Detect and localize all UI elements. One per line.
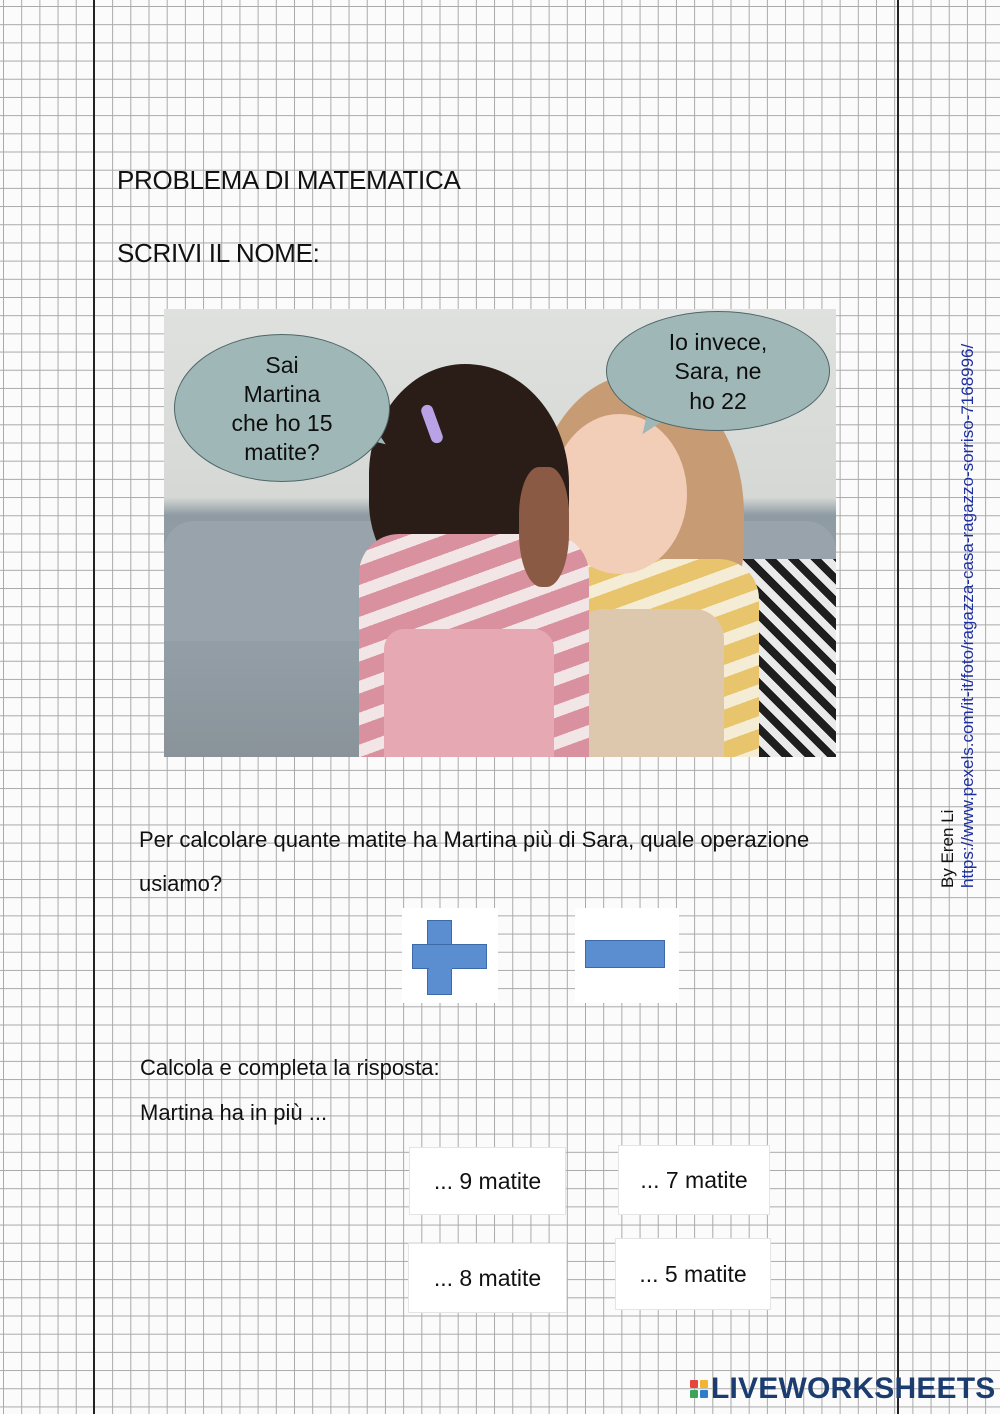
- left-margin-line: [93, 0, 95, 1414]
- answer-option-8[interactable]: ... 8 matite: [409, 1244, 566, 1312]
- liveworksheets-logo-icon: [690, 1380, 708, 1398]
- minus-icon: [585, 940, 665, 968]
- worksheet-title: PROBLEMA DI MATEMATICA: [117, 165, 461, 195]
- photo-credit-author: By Eren Li: [938, 809, 957, 888]
- plus-option[interactable]: [402, 908, 498, 1003]
- speech-bubble-martina-text: Sai Martina che ho 15 matite?: [231, 351, 333, 466]
- minus-option[interactable]: [575, 908, 679, 1003]
- answer-option-7[interactable]: ... 7 matite: [619, 1146, 769, 1214]
- instruction-text: Calcola e completa la risposta:: [140, 1055, 440, 1080]
- speech-bubble-sara: [606, 311, 830, 431]
- liveworksheets-logo-text: LIVEWORKSHEETS: [711, 1372, 996, 1405]
- answer-prompt: Martina ha in più ...: [140, 1100, 328, 1125]
- speech-bubble-sara-text: Io invece, Sara, ne ho 22: [668, 329, 768, 414]
- answer-option-5[interactable]: ... 5 matite: [616, 1239, 770, 1309]
- right-margin-line: [897, 0, 899, 1414]
- liveworksheets-logo: [690, 1372, 996, 1406]
- question-text: Per calcolare quante matite ha Martina più di Sara, quale operazione usiamo?: [139, 827, 810, 896]
- name-label: SCRIVI IL NOME:: [117, 238, 320, 268]
- photo-credit: [938, 228, 978, 888]
- answer-option-9[interactable]: ... 9 matite: [410, 1148, 565, 1214]
- speech-bubble-martina: [174, 334, 390, 482]
- photo-credit-link[interactable]: https://www.pexels.com/it-it/foto/ragazza-casa-ragazzo-sorriso-7168996/: [958, 343, 977, 888]
